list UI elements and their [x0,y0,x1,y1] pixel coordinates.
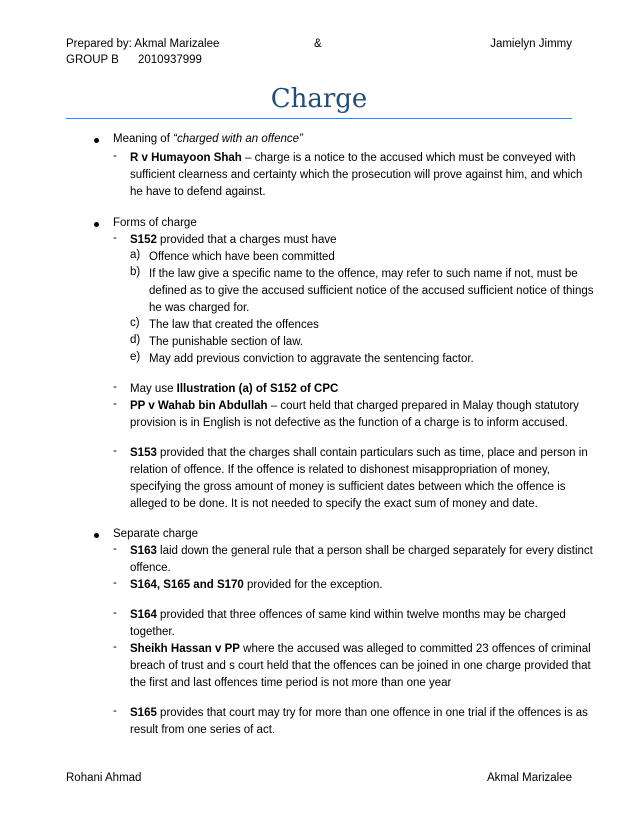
prepared-by: Prepared by: Akmal Marizalee [66,38,220,50]
meaning-heading [113,131,303,147]
humayoon-case: R v Humayoon Shah [130,152,242,164]
list-label: b) [130,266,141,278]
s153-line-4: alleged to be done. It is not needed to specify the exact sum of money and date. [130,498,538,510]
illustration-line: May use Illustration (a) of S152 of CPC [130,383,339,395]
dash: - [113,232,117,244]
dash: - [113,381,117,393]
s163-ref: S163 [130,545,157,557]
s164-line-1: S164 provided that three offences of same kind within twelve months may be charged [130,609,566,621]
list-item-b-2: defined as to give the accused sufficient notice of the accused sufficient notice of things [149,285,594,297]
hassan-line-1: Sheikh Hassan v PP where the accused was alleged to committed 23 offences of criminal [130,643,591,655]
list-item-a: Offence which have been committed [149,251,335,263]
meaning-italic: “charged with an offence” [173,133,303,145]
hassan-line-2: breach of trust and s court held that the offences can be joined in one charge provided that [130,660,591,672]
bullet-dot [94,138,99,143]
exceptions-ref: S164, S165 and S170 [130,579,244,591]
s165-line-1: S165 provides that court may try for more than one offence in one trial if the offences is as [130,707,588,719]
humayoon-line-2: sufficient clearness and certainty which the prosecution will prove against him, and which [130,169,583,181]
list-label: e) [130,351,141,363]
meaning-prefix: Meaning of [113,133,174,145]
exceptions-line: S164, S165 and S170 provided for the exception. [130,579,383,591]
bullet-dot [94,222,99,227]
s163-line-1: S163 laid down the general rule that a person shall be charged separately for every distinct [130,545,593,557]
separate-heading: Separate charge [113,528,199,540]
s153-line-2: relation of offence. If the offence is related to dishonest misappropriation of money, [130,464,551,476]
s153-ref: S153 [130,447,157,459]
list-label: a) [130,249,141,261]
list-label: d) [130,334,141,346]
s164-line-2: together. [130,626,175,638]
footer-left: Rohani Ahmad [66,772,142,784]
s165-ref: S165 [130,707,157,719]
footer-right: Akmal Marizalee [487,772,572,784]
list-item-d: The punishable section of law. [149,336,304,348]
group-label: GROUP B [66,54,119,66]
title-rule [66,118,572,119]
forms-heading: Forms of charge [113,217,197,229]
list-item-b-3: he was charged for. [149,302,250,314]
dash: - [113,150,117,162]
illustration-ref: Illustration (a) of S152 of CPC [176,383,339,395]
s153-line-3: specifying the gross amount of money is sufficient dates between which the offence is [130,481,566,493]
dash: - [113,607,117,619]
page-header [66,38,572,54]
s163-line-2: offence. [130,562,171,574]
wahab-line-2: provision is in English is not defective as the function of a charge is to inform accused. [130,417,568,429]
dash: - [113,445,117,457]
coauthor: Jamielyn Jimmy [490,38,572,50]
list-label: c) [130,317,140,329]
s153-line-1: S153 provided that the charges shall contain particulars such as time, place and person in [130,447,588,459]
group-line [66,54,202,66]
humayoon-line-3: he have to defend against. [130,186,266,198]
bullet-dot [94,533,99,538]
list-item-b-1: If the law give a specific name to the offence, may refer to such name if not, must be [149,268,578,280]
s164-ref: S164 [130,609,157,621]
hassan-line-3: the first and last offences time period is not more than one year [130,677,452,689]
dash: - [113,641,117,653]
student-id: 2010937999 [138,54,202,66]
s152-ref: S152 [130,234,157,246]
page-title: Charge [270,84,368,114]
s165-line-2: result from one series of act. [130,724,276,736]
dash: - [113,577,117,589]
hassan-case: Sheikh Hassan v PP [130,643,240,655]
list-item-e: May add previous conviction to aggravate the sentencing factor. [149,353,474,365]
humayoon-line-1: R v Humayoon Shah – charge is a notice to the accused which must be conveyed with [130,152,576,164]
list-item-c: The law that created the offences [149,319,319,331]
dash: - [113,398,117,410]
dash: - [113,543,117,555]
wahab-line-1: PP v Wahab bin Abdullah – court held that charged prepared in Malay though statutory [130,400,579,412]
wahab-case: PP v Wahab bin Abdullah [130,400,268,412]
header-ampersand: & [314,38,322,50]
s152-line: S152 provided that a charges must have [130,234,337,246]
dash: - [113,705,117,717]
